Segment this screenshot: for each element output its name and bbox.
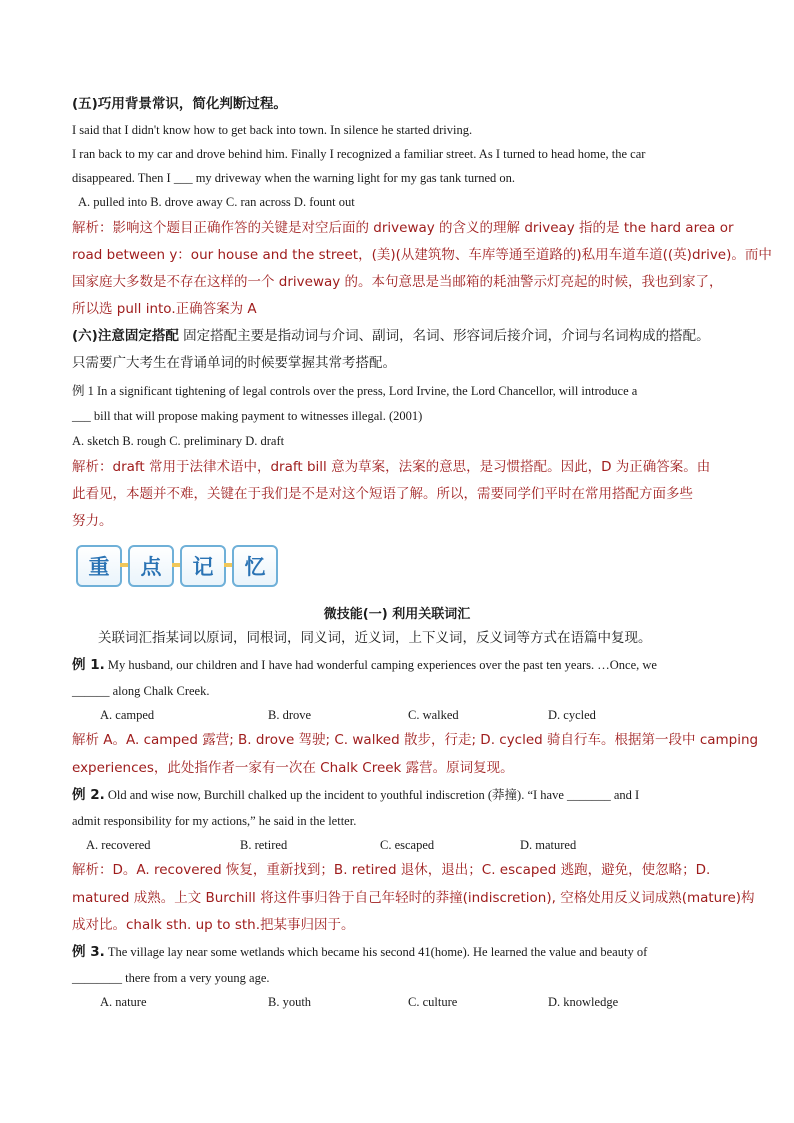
analysis-line: experiences，此处指作者一家有一次在 Chalk Creek 露营。原词复现。 — [72, 760, 514, 776]
analysis-line: 所以选 pull into.正确答案为 A — [72, 301, 257, 317]
banner-tile: 记 — [180, 545, 226, 587]
passage-line: I said that I didn't know how to get back into town. In silence he started driving. — [72, 123, 473, 137]
example-label: 例 1. — [72, 657, 105, 673]
option-d: D. cycled — [548, 708, 596, 722]
example-label: 例 3. — [72, 944, 105, 960]
example1-line: ______ along Chalk Creek. — [72, 684, 210, 698]
example-text: The village lay near some wetlands which became his second 41(home). He learned the value and beauty of — [104, 945, 648, 959]
analysis-line: 解析：D。A. recovered 恢复，重新找到；B. retired 退休，退出；C. escaped 逃跑，避免，使忽略；D. — [72, 862, 711, 878]
option-c: C. walked — [408, 708, 459, 722]
option-a: A. camped — [100, 708, 155, 722]
example2-line — [72, 787, 639, 803]
option-b: B. retired — [240, 838, 288, 852]
banner-tile: 重 — [76, 545, 122, 587]
example-text: My husband, our children and I have had wonderful camping experiences over the past ten years. …Once, we — [104, 658, 657, 672]
option-d: D. knowledge — [548, 995, 619, 1009]
analysis-line: road between y：our house and the street，(美)(从建筑物、车库等通至道路的)私用车道车道((英)drive)。而中 — [72, 247, 772, 263]
example-line: 例 1 In a significant tightening of legal controls over the press, Lord Irvine, the Lord Chancellor, will introduce a — [72, 384, 638, 398]
options-line: A. pulled into B. drove away C. ran across D. fount out — [78, 195, 355, 209]
options-line: A. sketch B. rough C. preliminary D. draft — [72, 434, 285, 448]
section6-heading-rest: 固定搭配主要是指动词与介词、副词，名词、形容词后接介词，介词与名词构成的搭配。 — [178, 328, 710, 344]
example-label: 例 2. — [72, 787, 105, 803]
analysis-line: 解析 A。A. camped 露营; B. drove 驾驶; C. walked 散步，行走; D. cycled 骑自行车。根据第一段中 camping — [72, 732, 759, 748]
option-c: C. escaped — [380, 838, 435, 852]
key-points-banner — [76, 545, 284, 587]
example2-line: admit responsibility for my actions,” he said in the letter. — [72, 814, 357, 828]
section5-heading: (五)巧用背景常识，简化判断过程。 — [72, 96, 287, 112]
example-text: Old and wise now, Burchill chalked up the incident to youthful indiscretion (莽撞). “I have _______ and I — [104, 788, 640, 802]
banner-tile: 忆 — [232, 545, 278, 587]
micro-skill-intro: 关联词汇指某词以原词，同根词，同义词，近义词，上下义词，反义词等方式在语篇中复现。 — [98, 630, 652, 646]
example1-line — [72, 657, 657, 673]
option-b: B. drove — [268, 708, 312, 722]
micro-skill-title: 微技能(一) 利用关联词汇 — [323, 607, 471, 622]
analysis-line: 成对比。chalk sth. up to sth.把某事归因于。 — [72, 917, 355, 933]
analysis-line: 国家庭大多数是不存在这样的一个 driveway 的。本句意思是当邮箱的耗油警示灯亮起的时候，我也到家了， — [72, 274, 723, 290]
option-d: D. matured — [520, 838, 577, 852]
option-a: A. nature — [100, 995, 147, 1009]
example3-line: ________ there from a very young age. — [72, 971, 270, 985]
example-line: ___ bill that will propose making payment to witnesses illegal. (2001) — [72, 409, 423, 423]
analysis-line: 努力。 — [72, 513, 113, 529]
option-a: A. recovered — [86, 838, 151, 852]
banner-tile: 点 — [128, 545, 174, 587]
analysis-line: 解析：draft 常用于法律术语中，draft bill 意为草案，法案的意思，是习惯搭配。因此，D 为正确答案。由 — [72, 459, 711, 475]
example3-line — [72, 944, 647, 960]
passage-line: disappeared. Then I ___ my driveway when the warning light for my gas tank turned on. — [72, 171, 516, 185]
analysis-line: 解析：影响这个题目正确作答的关键是对空后面的 driveway 的含义的理解 driveay 指的是 the hard area or — [72, 220, 734, 236]
analysis-line: 此看见，本题并不难，关键在于我们是不是对这个短语了解。所以，需要同学们平时在常用搭配方面多些 — [72, 486, 693, 502]
option-c: C. culture — [408, 995, 458, 1009]
section6-heading — [72, 328, 710, 344]
option-b: B. youth — [268, 995, 312, 1009]
analysis-line: matured 成熟。上文 Burchill 将这件事归咎于自己年轻时的莽撞(indiscretion), 空格处用反义词成熟(mature)构 — [72, 890, 755, 906]
section6-line: 只需要广大考生在背诵单词的时候要掌握其常考搭配。 — [72, 355, 396, 371]
section6-heading-bold: (六)注意固定搭配 — [72, 328, 179, 344]
passage-line: I ran back to my car and drove behind him. Finally I recognized a familiar street. As I turned to head home, the car — [72, 147, 646, 161]
